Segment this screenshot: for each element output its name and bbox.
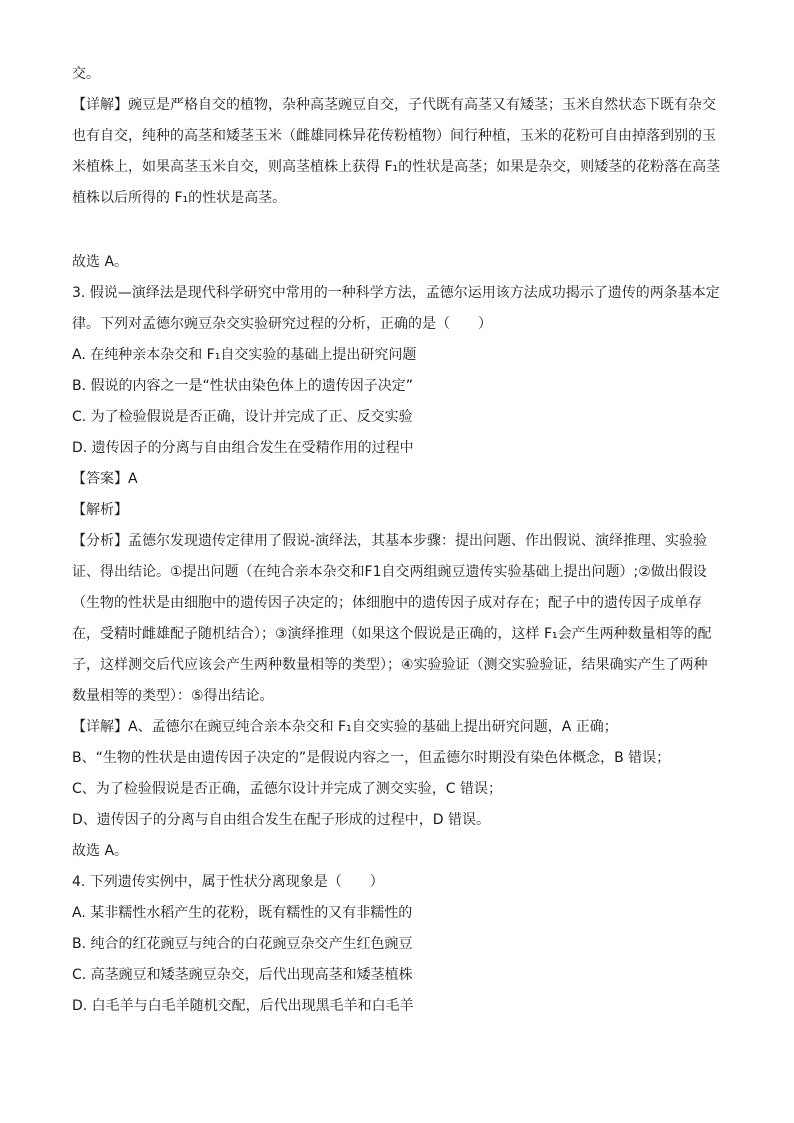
text-line: 植株以后所得的 F₁的性状是高茎。 — [72, 190, 287, 206]
text-line: B、“生物的性状是由遗传因子决定的”是假说内容之一，但孟德尔时期没有染色体概念，B 错误； — [72, 750, 671, 766]
question-3-stem: 3. 假说—演绎法是现代科学研究中常用的一种科学方法，孟德尔运用该方法成功揭示了遗传的两条基本定 — [72, 285, 720, 301]
option-c: C. 高茎豌豆和矮茎豌豆杂交，后代出现高茎和矮茎植株 — [72, 967, 413, 983]
answer-label: 【答案】A — [72, 471, 138, 487]
text-line: 数量相等的类型）：⑤得出结论。 — [72, 688, 274, 704]
text-line: 故选 A。 — [72, 843, 129, 859]
text-line: 交。 — [72, 66, 100, 82]
text-line: 【详解】A、孟德尔在豌豆纯合亲本杂交和 F₁自交实验的基础上提出研究问题，A 正确； — [72, 719, 618, 735]
option-a: A. 在纯种亲本杂交和 F₁自交实验的基础上提出研究问题 — [72, 347, 417, 363]
option-b: B. 假说的内容之一是“性状由染色体上的遗传因子决定” — [72, 378, 414, 394]
text-line: （生物的性状是由细胞中的遗传因子决定的；体细胞中的遗传因子成对存在；配子中的遗传因子成单存 — [72, 595, 702, 611]
text-line: D、遗传因子的分离与自由组合发生在配子形成的过程中，D 错误。 — [72, 812, 491, 828]
option-d: D. 白毛羊与白毛羊随机交配，后代出现黑毛羊和白毛羊 — [72, 998, 414, 1014]
text-line: 【详解】豌豆是严格自交的植物，杂种高茎豌豆自交，子代既有高茎又有矮茎；玉米自然状态下既有杂交 — [72, 97, 716, 113]
text-line: C、为了检验假说是否正确，孟德尔设计并完成了测交实验，C 错误； — [72, 781, 502, 797]
question-4-stem: 4. 下列遗传实例中，属于性状分离现象是（ ） — [72, 874, 384, 890]
option-c: C. 为了检验假说是否正确，设计并完成了正、反交实验 — [72, 409, 413, 425]
analysis-heading: 【解析】 — [72, 502, 128, 518]
text-line: 证、得出结论。①提出问题（在纯合亲本杂交和F1自交两组豌豆遗传实验基础上提出问题）;②做出假设 — [72, 564, 707, 580]
text-line: 也有自交，纯种的高茎和矮茎玉米（雌雄同株异花传粉植物）间行种植，玉米的花粉可自由掉落到别的玉 — [72, 128, 716, 144]
text-line: 米植株上，如果高茎玉米自交，则高茎植株上获得 F₁的性状是高茎；如果是杂交，则矮茎的花粉落在高茎 — [72, 159, 721, 175]
question-3-stem: 律。下列对孟德尔豌豆杂交实验研究过程的分析，正确的是（ ） — [72, 316, 492, 332]
option-b: B. 纯合的红花豌豆与纯合的白花豌豆杂交产生红色豌豆 — [72, 936, 413, 952]
option-d: D. 遗传因子的分离与自由组合发生在受精作用的过程中 — [72, 440, 414, 456]
option-a: A. 某非糯性水稻产生的花粉，既有糯性的又有非糯性的 — [72, 905, 413, 921]
text-line: 在，受精时雌雄配子随机结合）；③演绎推理（如果这个假说是正确的，这样 F₁会产生两种数量相等的配 — [72, 626, 712, 642]
text-line: 子，这样测交后代应该会产生两种数量相等的类型）；④实验验证（测交实验验证，结果确实产生了两种 — [72, 657, 708, 673]
text-line: 故选 A。 — [72, 254, 129, 270]
text-line: 【分析】孟德尔发现遗传定律用了假说-演绎法，其基本步骤：提出问题、作出假说、演绎推理、实验验 — [72, 533, 708, 549]
